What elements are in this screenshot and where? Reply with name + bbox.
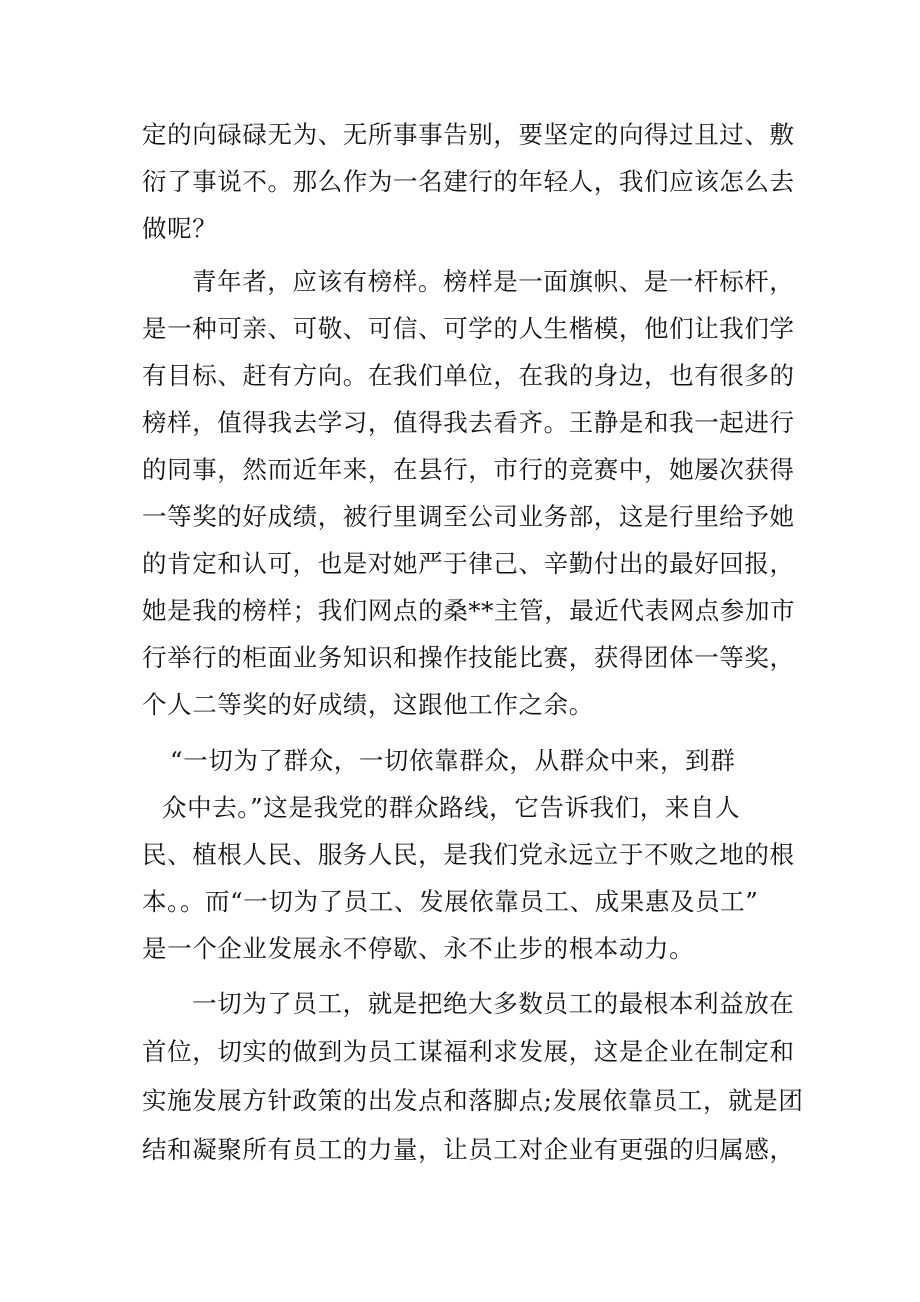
text-line: 衍了事说不。那么作为一名建行的年轻人，我们应该怎么去 [142, 167, 795, 196]
text-line: 一切为了员工，就是把绝大多数员工的最根本利益放在 [192, 989, 795, 1018]
text-line: 一等奖的好成绩，被行里调至公司业务部，这是行里给予她 [142, 502, 795, 531]
text-line: 是一个企业发展永不停歇、永不止步的根本动力。 [142, 934, 695, 963]
text-line: 的肯定和认可，也是对她严于律己、辛勤付出的最好回报， [142, 549, 795, 578]
text-line: 是一种可亲、可敬、可信、可学的人生楷模，他们让我们学 [142, 314, 795, 343]
text-line: 首位，切实的做到为员工谋福利求发展，这是企业在制定和 [142, 1037, 795, 1066]
text-line: 众中去。”这是我党的群众路线，它告诉我们，来自人 [162, 793, 741, 822]
text-line: 青年者，应该有榜样。榜样是一面旗帜、是一杆标杆， [192, 267, 795, 296]
text-line: 有目标、赶有方向。在我们单位，在我的身边，也有很多的 [142, 361, 795, 390]
text-line: 实施发展方针政策的出发点和落脚点;发展依靠员工，就是团 [142, 1086, 804, 1115]
text-line: 本。。而“一切为了员工、发展依靠员工、成果惠及员工” [142, 887, 759, 916]
text-line: 她是我的榜样；我们网点的桑**主管，最近代表网点参加市 [142, 596, 796, 625]
text-line: 民、植根人民、服务人民，是我们党永远立于不败之地的根 [142, 840, 795, 869]
text-line: 榜样，值得我去学习，值得我去看齐。王静是和我一起进行 [142, 408, 795, 437]
text-line: 的同事，然而近年来，在县行，市行的竞赛中，她屡次获得 [142, 455, 795, 484]
text-line: 行举行的柜面业务知识和操作技能比赛，获得团体一等奖， [142, 643, 795, 672]
text-line: 个人二等奖的好成绩，这跟他工作之余。 [142, 690, 594, 719]
text-line: 定的向碌碌无为、无所事事告别，要坚定的向得过且过、敷 [142, 120, 795, 149]
text-line: 结和凝聚所有员工的力量，让员工对企业有更强的归属感， [142, 1135, 795, 1164]
text-line: “一切为了群众，一切依靠群众，从群众中来，到群 [170, 746, 736, 775]
text-line: 做呢？ [142, 214, 218, 243]
